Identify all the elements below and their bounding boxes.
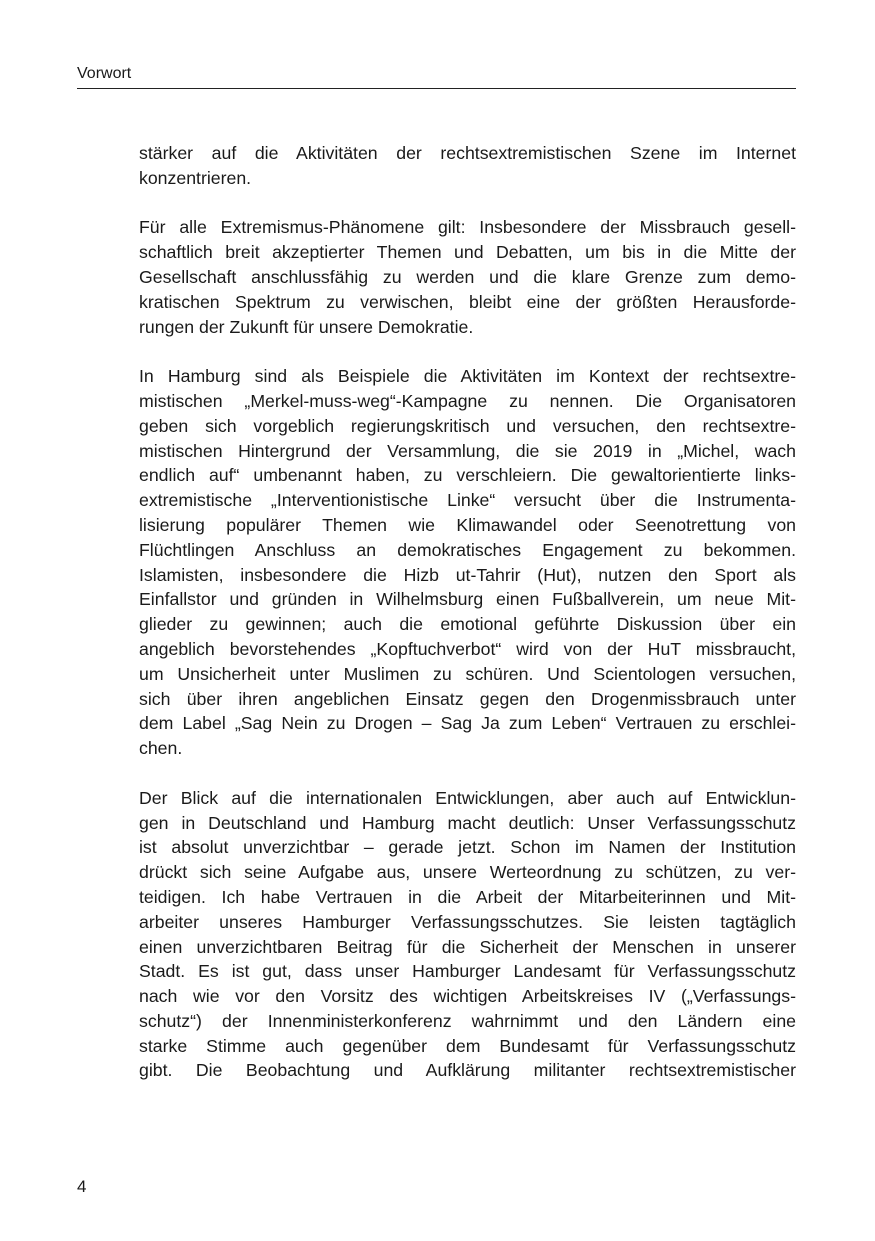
text-line: mistischen „Merkel-muss-weg“-Kampagne zu nennen. Die Organisatoren: [139, 390, 796, 411]
paragraph-spacer: [139, 761, 796, 786]
text-line: ist absolut unverzichtbar – gerade jetzt. Schon im Namen der Institution: [139, 837, 796, 858]
text-line: schaftlich breit akzeptierter Themen und Debatten, um bis in die Mitte der: [139, 242, 796, 263]
text-line: rungen der Zukunft für unsere Demokratie.: [139, 316, 474, 337]
text-line: gen in Deutschland und Hamburg macht deutlich: Unser Verfassungsschutz: [139, 812, 796, 833]
running-header: [77, 64, 796, 89]
text-line: Flüchtlingen Anschluss an demokratisches Engagement zu bekommen.: [139, 539, 796, 560]
running-header-title: Vorwort: [77, 65, 132, 82]
text-line: In Hamburg sind als Beispiele die Aktivitäten im Kontext der rechtsextre-: [139, 366, 796, 387]
text-line: um Unsicherheit unter Muslimen zu schüren. Und Scientologen versuchen,: [139, 663, 796, 684]
text-line: Islamisten, insbesondere die Hizb ut-Tahrir (Hut), nutzen den Sport als: [139, 564, 796, 585]
text-line: kratischen Spektrum zu verwischen, bleibt eine der größten Herausforde-: [139, 291, 796, 312]
text-line: extremistische „Interventionistische Linke“ versucht über die Instrumenta-: [139, 490, 796, 511]
text-line: mistischen Hintergrund der Versammlung, die sie 2019 in „Michel, wach: [139, 440, 796, 461]
text-line: drückt sich seine Aufgabe aus, unsere Werteordnung zu schützen, zu ver-: [139, 862, 796, 883]
text-line: gibt. Die Beobachtung und Aufklärung militanter rechtsextremistischer: [139, 1060, 796, 1081]
text-line: geben sich vorgeblich regierungskritisch und versuchen, den rechtsextre-: [139, 415, 796, 436]
text-line: Gesellschaft anschlussfähig zu werden und die klare Grenze zum demo-: [139, 266, 796, 287]
text-line: Stadt. Es ist gut, dass unser Hamburger Landesamt für Verfassungsschutz: [139, 961, 796, 982]
text-line: Der Blick auf die internationalen Entwicklungen, aber auch auf Entwicklun-: [139, 787, 796, 808]
paragraph: [139, 786, 796, 1084]
text-line: starke Stimme auch gegenüber dem Bundesamt für Verfassungsschutz: [139, 1035, 796, 1056]
text-line: dem Label „Sag Nein zu Drogen – Sag Ja zum Leben“ Vertrauen zu erschlei-: [139, 713, 796, 734]
text-line: schutz“) der Innenministerkonferenz wahrnimmt und den Ländern eine: [139, 1010, 796, 1031]
text-line: glieder zu gewinnen; auch die emotional geführte Diskussion über ein: [139, 614, 796, 635]
text-line: lisierung populärer Themen wie Klimawandel oder Seenotrettung von: [139, 514, 796, 535]
paragraph-spacer: [139, 191, 796, 216]
paragraph: [139, 215, 796, 339]
text-line: sich über ihren angeblichen Einsatz gegen den Drogenmissbrauch unter: [139, 688, 796, 709]
paragraph-spacer: [139, 339, 796, 364]
text-line: teidigen. Ich habe Vertrauen in die Arbeit der Mitarbeiterinnen und Mit-: [139, 886, 796, 907]
text-line: endlich auf“ umbenannt haben, zu verschleiern. Die gewaltorientierte links-: [139, 465, 796, 486]
text-line: stärker auf die Aktivitäten der rechtsextremistischen Szene im Internet: [139, 143, 796, 163]
text-line: Einfallstor und gründen in Wilhelmsburg einen Fußballverein, um neue Mit-: [139, 589, 796, 610]
paragraph: [139, 364, 796, 761]
text-line: nach wie vor den Vorsitz des wichtigen Arbeitskreises IV („Verfassungs-: [139, 986, 796, 1007]
paragraph: [139, 141, 796, 191]
text-line: einen unverzichtbaren Beitrag für die Sicherheit der Menschen in unserer: [139, 936, 796, 957]
text-line: arbeiter unseres Hamburger Verfassungsschutzes. Sie leisten tagtäglich: [139, 911, 796, 932]
text-line: konzentrieren.: [139, 167, 252, 188]
text-line: angeblich bevorstehendes „Kopftuchverbot“ wird von der HuT missbraucht,: [139, 638, 796, 659]
body-text: [139, 141, 796, 1083]
text-line: Für alle Extremismus-Phänomene gilt: Insbesondere der Missbrauch gesell-: [139, 217, 796, 238]
text-line: chen.: [139, 738, 183, 759]
page-number: 4: [77, 1177, 87, 1196]
